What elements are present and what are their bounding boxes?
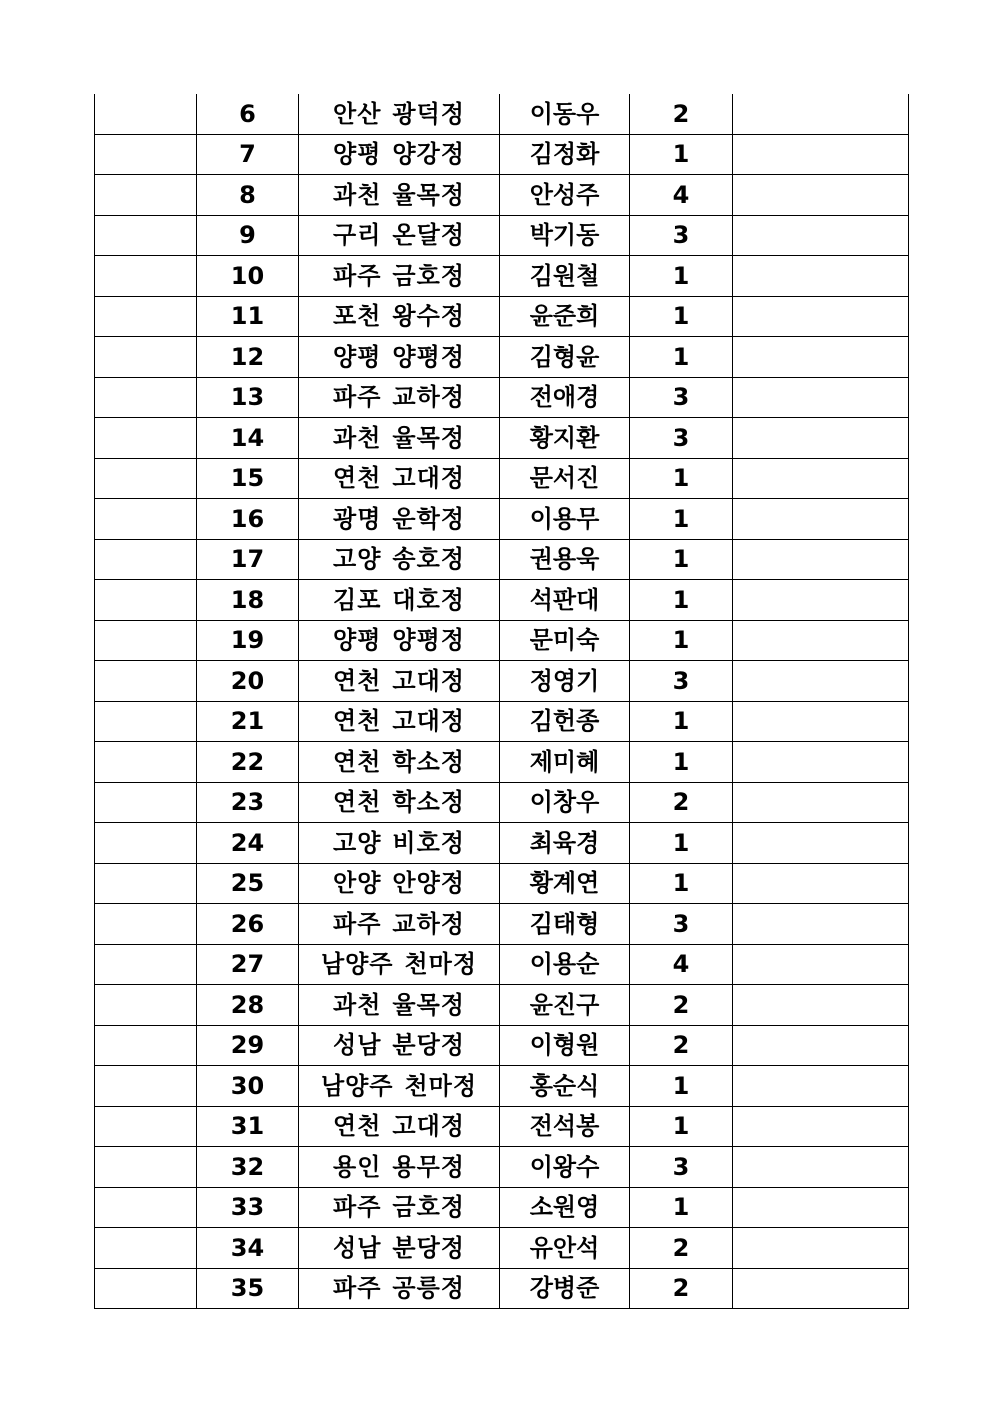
row-number: 21 <box>197 701 299 742</box>
blank-cell <box>733 823 909 864</box>
blank-cell <box>733 256 909 297</box>
archer-name: 황지환 <box>500 418 630 459</box>
table-row <box>95 944 909 985</box>
range-name: 왕수정 <box>392 302 465 331</box>
blank-cell <box>95 1106 197 1147</box>
blank-cell <box>733 1228 909 1269</box>
region-name: 남양주 <box>320 1071 394 1100</box>
archery-range <box>299 134 500 175</box>
region-name: 안양 <box>333 869 382 898</box>
region-name: 양평 <box>333 626 382 655</box>
region-name: 연천 <box>333 666 382 695</box>
archery-range <box>299 539 500 580</box>
region-name: 김포 <box>333 585 382 614</box>
region-name: 성남 <box>333 1233 382 1262</box>
row-number: 31 <box>197 1106 299 1147</box>
table-row <box>95 418 909 459</box>
blank-cell <box>95 296 197 337</box>
blank-cell <box>95 782 197 823</box>
blank-cell <box>733 701 909 742</box>
count-value: 1 <box>630 256 733 297</box>
table-row <box>95 337 909 378</box>
region-name: 연천 <box>333 1112 382 1141</box>
region-name: 양평 <box>333 342 382 371</box>
archery-range <box>299 985 500 1026</box>
blank-cell <box>95 215 197 256</box>
table-row <box>95 742 909 783</box>
count-value: 1 <box>630 1106 733 1147</box>
region-name: 용인 <box>333 1152 382 1181</box>
range-name: 천마정 <box>404 1071 478 1100</box>
table-row <box>95 1228 909 1269</box>
table-row <box>95 580 909 621</box>
archery-range <box>299 701 500 742</box>
blank-cell <box>733 1147 909 1188</box>
count-value: 1 <box>630 499 733 540</box>
blank-cell <box>95 944 197 985</box>
row-number: 11 <box>197 296 299 337</box>
blank-cell <box>733 377 909 418</box>
region-name: 포천 <box>333 302 382 331</box>
count-value: 4 <box>630 944 733 985</box>
region-name: 광명 <box>333 504 382 533</box>
archer-name: 석판대 <box>500 580 630 621</box>
range-name: 학소정 <box>392 788 465 817</box>
table-row <box>95 1066 909 1107</box>
range-name: 금호정 <box>392 1193 465 1222</box>
blank-cell <box>95 620 197 661</box>
row-number: 9 <box>197 215 299 256</box>
region-name: 연천 <box>333 788 382 817</box>
count-value: 3 <box>630 661 733 702</box>
range-name: 고대정 <box>392 1112 465 1141</box>
row-number: 15 <box>197 458 299 499</box>
row-number: 29 <box>197 1025 299 1066</box>
count-value: 1 <box>630 134 733 175</box>
archery-range <box>299 620 500 661</box>
blank-cell <box>733 175 909 216</box>
archery-range <box>299 1025 500 1066</box>
table-row <box>95 1187 909 1228</box>
blank-cell <box>733 1268 909 1309</box>
range-name: 광덕정 <box>392 99 465 128</box>
range-name: 운학정 <box>392 504 465 533</box>
blank-cell <box>733 1066 909 1107</box>
count-value: 1 <box>630 1187 733 1228</box>
archery-range <box>299 580 500 621</box>
blank-cell <box>733 134 909 175</box>
row-number: 28 <box>197 985 299 1026</box>
table-row <box>95 823 909 864</box>
archer-name: 유안석 <box>500 1228 630 1269</box>
blank-cell <box>95 1066 197 1107</box>
row-number: 25 <box>197 863 299 904</box>
table-row <box>95 499 909 540</box>
blank-cell <box>733 1187 909 1228</box>
table-row <box>95 1268 909 1309</box>
region-name: 과천 <box>333 990 382 1019</box>
blank-cell <box>733 944 909 985</box>
blank-cell <box>95 134 197 175</box>
blank-cell <box>733 418 909 459</box>
blank-cell <box>733 742 909 783</box>
range-name: 분당정 <box>392 1233 465 1262</box>
archer-name: 이용순 <box>500 944 630 985</box>
count-value: 1 <box>630 742 733 783</box>
archery-range <box>299 1106 500 1147</box>
range-name: 고대정 <box>392 666 465 695</box>
blank-cell <box>733 458 909 499</box>
blank-cell <box>733 904 909 945</box>
row-number: 23 <box>197 782 299 823</box>
count-value: 3 <box>630 418 733 459</box>
row-number: 34 <box>197 1228 299 1269</box>
count-value: 2 <box>630 782 733 823</box>
archer-name: 정영기 <box>500 661 630 702</box>
range-name: 양평정 <box>392 626 465 655</box>
row-number: 14 <box>197 418 299 459</box>
range-name: 천마정 <box>404 950 478 979</box>
table-row <box>95 1025 909 1066</box>
row-number: 22 <box>197 742 299 783</box>
blank-cell <box>95 1147 197 1188</box>
region-name: 연천 <box>333 464 382 493</box>
archer-name: 제미혜 <box>500 742 630 783</box>
region-name: 성남 <box>333 1031 382 1060</box>
archer-name: 김정화 <box>500 134 630 175</box>
table-row <box>95 94 909 134</box>
count-value: 1 <box>630 701 733 742</box>
blank-cell <box>95 256 197 297</box>
blank-cell <box>95 823 197 864</box>
archer-name: 김형윤 <box>500 337 630 378</box>
region-name: 파주 <box>333 261 382 290</box>
archery-range <box>299 499 500 540</box>
count-value: 3 <box>630 377 733 418</box>
archery-range <box>299 1228 500 1269</box>
archer-name: 이용무 <box>500 499 630 540</box>
count-value: 2 <box>630 1268 733 1309</box>
blank-cell <box>733 94 909 134</box>
range-name: 금호정 <box>392 261 465 290</box>
range-name: 양강정 <box>392 140 465 169</box>
row-number: 6 <box>197 94 299 134</box>
row-number: 12 <box>197 337 299 378</box>
row-number: 19 <box>197 620 299 661</box>
count-value: 1 <box>630 337 733 378</box>
blank-cell <box>95 418 197 459</box>
table-row <box>95 377 909 418</box>
count-value: 2 <box>630 94 733 134</box>
region-name: 고양 <box>333 828 382 857</box>
archer-name: 전애경 <box>500 377 630 418</box>
blank-cell <box>733 580 909 621</box>
region-name: 연천 <box>333 747 382 776</box>
blank-cell <box>733 215 909 256</box>
archer-name: 소원영 <box>500 1187 630 1228</box>
archery-range <box>299 863 500 904</box>
archer-name: 황계연 <box>500 863 630 904</box>
archer-name: 전석봉 <box>500 1106 630 1147</box>
table-row <box>95 904 909 945</box>
table-row <box>95 175 909 216</box>
archer-name: 문서진 <box>500 458 630 499</box>
table-row <box>95 1147 909 1188</box>
table-row <box>95 215 909 256</box>
region-name: 구리 <box>333 221 382 250</box>
archery-range <box>299 742 500 783</box>
roster-table <box>94 94 909 1309</box>
row-number: 16 <box>197 499 299 540</box>
count-value: 1 <box>630 580 733 621</box>
archer-name: 홍순식 <box>500 1066 630 1107</box>
archer-name: 김원철 <box>500 256 630 297</box>
blank-cell <box>733 661 909 702</box>
blank-cell <box>95 337 197 378</box>
blank-cell <box>733 782 909 823</box>
count-value: 1 <box>630 823 733 864</box>
archer-name: 이왕수 <box>500 1147 630 1188</box>
archery-range <box>299 1187 500 1228</box>
blank-cell <box>95 175 197 216</box>
range-name: 율목정 <box>392 990 465 1019</box>
archery-range <box>299 175 500 216</box>
row-number: 18 <box>197 580 299 621</box>
blank-cell <box>733 539 909 580</box>
archer-name: 김헌종 <box>500 701 630 742</box>
table-row <box>95 458 909 499</box>
range-name: 고대정 <box>392 707 465 736</box>
range-name: 학소정 <box>392 747 465 776</box>
blank-cell <box>95 863 197 904</box>
blank-cell <box>95 580 197 621</box>
blank-cell <box>95 1025 197 1066</box>
count-value: 1 <box>630 1066 733 1107</box>
range-name: 비호정 <box>392 828 465 857</box>
row-number: 8 <box>197 175 299 216</box>
archery-range <box>299 458 500 499</box>
blank-cell <box>733 985 909 1026</box>
blank-cell <box>733 499 909 540</box>
table-row <box>95 296 909 337</box>
archery-range <box>299 944 500 985</box>
archery-range <box>299 1268 500 1309</box>
blank-cell <box>95 1268 197 1309</box>
region-name: 안산 <box>333 99 382 128</box>
range-name: 율목정 <box>392 423 465 452</box>
archery-range <box>299 377 500 418</box>
blank-cell <box>95 661 197 702</box>
table-row <box>95 701 909 742</box>
range-name: 대호정 <box>392 585 465 614</box>
table-row <box>95 782 909 823</box>
archer-name: 안성주 <box>500 175 630 216</box>
range-name: 용무정 <box>392 1152 465 1181</box>
region-name: 연천 <box>333 707 382 736</box>
blank-cell <box>733 1106 909 1147</box>
roster-sheet <box>94 94 908 1309</box>
archer-name: 이창우 <box>500 782 630 823</box>
range-name: 온달정 <box>392 221 465 250</box>
blank-cell <box>95 1187 197 1228</box>
count-value: 3 <box>630 904 733 945</box>
blank-cell <box>95 904 197 945</box>
table-row <box>95 539 909 580</box>
archery-range <box>299 337 500 378</box>
blank-cell <box>733 1025 909 1066</box>
archer-name: 권용욱 <box>500 539 630 580</box>
row-number: 27 <box>197 944 299 985</box>
archery-range <box>299 823 500 864</box>
blank-cell <box>733 863 909 904</box>
blank-cell <box>95 499 197 540</box>
count-value: 1 <box>630 296 733 337</box>
region-name: 과천 <box>333 423 382 452</box>
count-value: 3 <box>630 215 733 256</box>
count-value: 2 <box>630 1228 733 1269</box>
range-name: 공릉정 <box>392 1274 465 1303</box>
archery-range <box>299 296 500 337</box>
archery-range <box>299 418 500 459</box>
archer-name: 박기동 <box>500 215 630 256</box>
row-number: 7 <box>197 134 299 175</box>
archer-name: 윤진구 <box>500 985 630 1026</box>
blank-cell <box>95 539 197 580</box>
row-number: 10 <box>197 256 299 297</box>
row-number: 26 <box>197 904 299 945</box>
row-number: 20 <box>197 661 299 702</box>
blank-cell <box>95 701 197 742</box>
region-name: 파주 <box>333 1193 382 1222</box>
range-name: 안양정 <box>392 869 465 898</box>
count-value: 2 <box>630 985 733 1026</box>
blank-cell <box>95 985 197 1026</box>
count-value: 1 <box>630 539 733 580</box>
range-name: 율목정 <box>392 180 465 209</box>
count-value: 1 <box>630 458 733 499</box>
region-name: 파주 <box>333 1274 382 1303</box>
range-name: 교하정 <box>392 383 465 412</box>
range-name: 송호정 <box>392 545 465 574</box>
table-row <box>95 620 909 661</box>
blank-cell <box>733 296 909 337</box>
table-row <box>95 256 909 297</box>
archer-name: 김태형 <box>500 904 630 945</box>
row-number: 24 <box>197 823 299 864</box>
region-name: 파주 <box>333 909 382 938</box>
count-value: 3 <box>630 1147 733 1188</box>
archer-name: 강병준 <box>500 1268 630 1309</box>
count-value: 4 <box>630 175 733 216</box>
blank-cell <box>95 377 197 418</box>
table-row <box>95 985 909 1026</box>
row-number: 35 <box>197 1268 299 1309</box>
row-number: 17 <box>197 539 299 580</box>
table-row <box>95 1106 909 1147</box>
row-number: 32 <box>197 1147 299 1188</box>
archer-name: 이형원 <box>500 1025 630 1066</box>
region-name: 남양주 <box>320 950 394 979</box>
blank-cell <box>95 94 197 134</box>
archer-name: 문미숙 <box>500 620 630 661</box>
archery-range <box>299 215 500 256</box>
region-name: 고양 <box>333 545 382 574</box>
range-name: 교하정 <box>392 909 465 938</box>
range-name: 분당정 <box>392 1031 465 1060</box>
blank-cell <box>733 620 909 661</box>
archer-name: 최육경 <box>500 823 630 864</box>
archery-range <box>299 94 500 134</box>
range-name: 고대정 <box>392 464 465 493</box>
range-name: 양평정 <box>392 342 465 371</box>
row-number: 33 <box>197 1187 299 1228</box>
table-row <box>95 134 909 175</box>
row-number: 13 <box>197 377 299 418</box>
count-value: 1 <box>630 620 733 661</box>
archer-name: 이동우 <box>500 94 630 134</box>
table-row <box>95 863 909 904</box>
archery-range <box>299 782 500 823</box>
count-value: 2 <box>630 1025 733 1066</box>
archery-range <box>299 1066 500 1107</box>
archery-range <box>299 661 500 702</box>
region-name: 파주 <box>333 383 382 412</box>
blank-cell <box>95 1228 197 1269</box>
archery-range <box>299 1147 500 1188</box>
blank-cell <box>95 742 197 783</box>
archer-name: 윤준희 <box>500 296 630 337</box>
row-number: 30 <box>197 1066 299 1107</box>
blank-cell <box>733 337 909 378</box>
table-row <box>95 661 909 702</box>
count-value: 1 <box>630 863 733 904</box>
roster-table-body <box>95 94 909 1309</box>
archery-range <box>299 904 500 945</box>
archery-range <box>299 256 500 297</box>
region-name: 과천 <box>333 180 382 209</box>
blank-cell <box>95 458 197 499</box>
region-name: 양평 <box>333 140 382 169</box>
